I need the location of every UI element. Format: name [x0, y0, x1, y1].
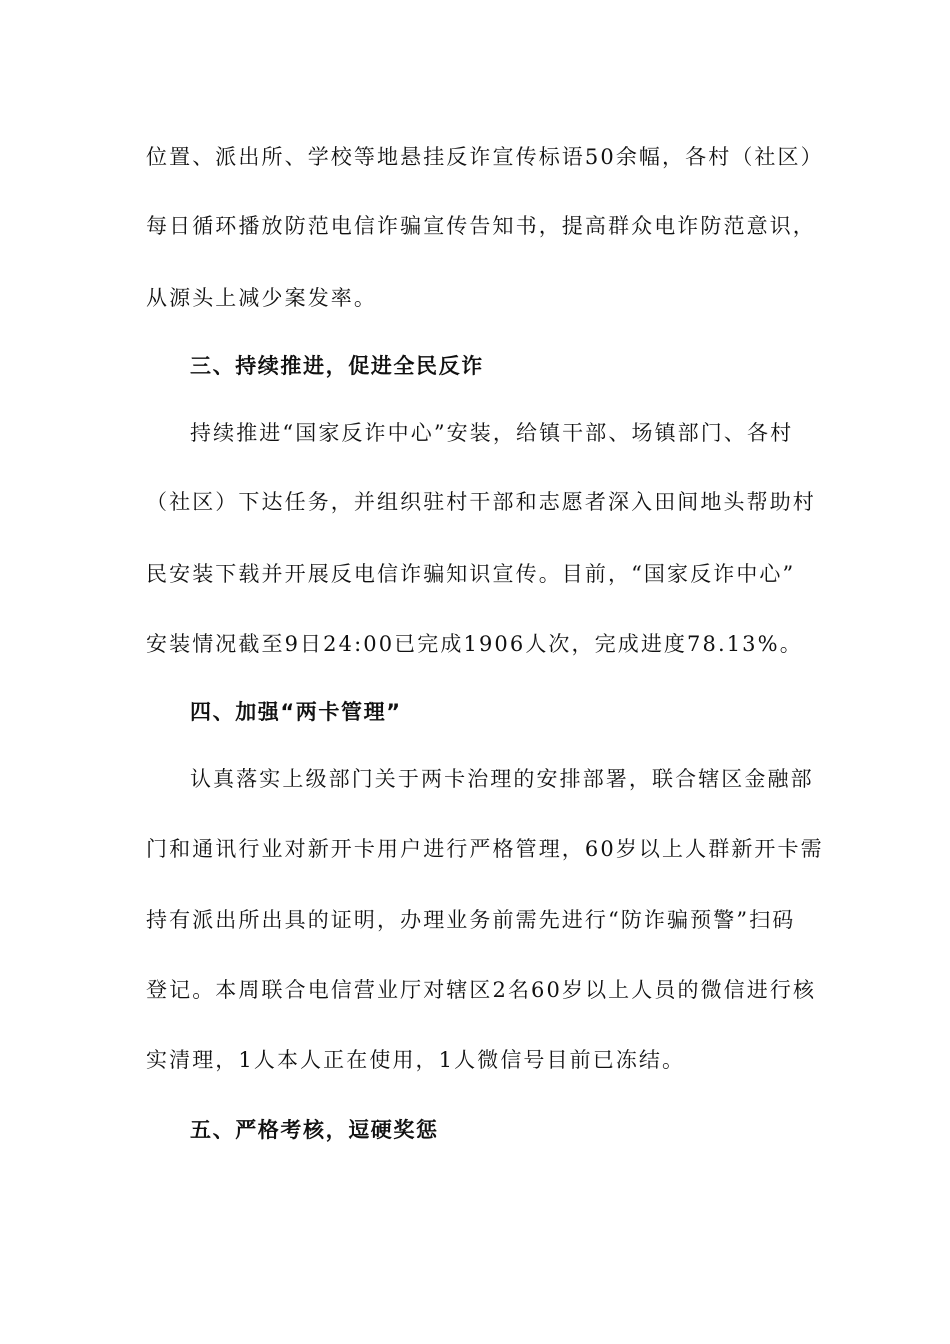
body-text-line: 每日循环播放防范电信诈骗宣传告知书，提高群众电诈防范意识， [146, 214, 816, 238]
body-text-line: 登记。本周联合电信营业厅对辖区2名60岁以上人员的微信进行核 [146, 978, 817, 1002]
body-text-line: 民安装下载并开展反电信诈骗知识宣传。目前，“国家反诈中心” [146, 562, 796, 586]
paragraph-first-line: 持续推进“国家反诈中心”安装，给镇干部、场镇部门、各村 [190, 421, 794, 445]
body-text-line: 实清理，1人本人正在使用，1人微信号目前已冻结。 [146, 1048, 686, 1072]
paragraph-first-line: 认真落实上级部门关于两卡治理的安排部署，联合辖区金融部 [190, 767, 814, 791]
body-text-line: 持有派出所出具的证明，办理业务前需先进行“防诈骗预警”扫码 [146, 908, 796, 932]
body-text-line: 从源头上减少案发率。 [146, 286, 377, 310]
body-text-line: 位置、派出所、学校等地悬挂反诈宣传标语50余幅，各村（社区） [146, 145, 824, 169]
section-heading-3: 三、持续推进，促进全民反诈 [190, 354, 484, 378]
body-text-line: 安装情况截至9日24:00已完成1906人次，完成进度78.13%。 [146, 632, 803, 656]
body-text-line: （社区）下达任务，并组织驻村干部和志愿者深入田间地头帮助村 [146, 490, 816, 514]
section-heading-5: 五、严格考核，逗硬奖惩 [190, 1118, 439, 1142]
body-text-line: 门和通讯行业对新开卡用户进行严格管理，60岁以上人群新开卡需 [146, 837, 824, 861]
section-heading-4: 四、加强“两卡管理” [190, 700, 402, 724]
